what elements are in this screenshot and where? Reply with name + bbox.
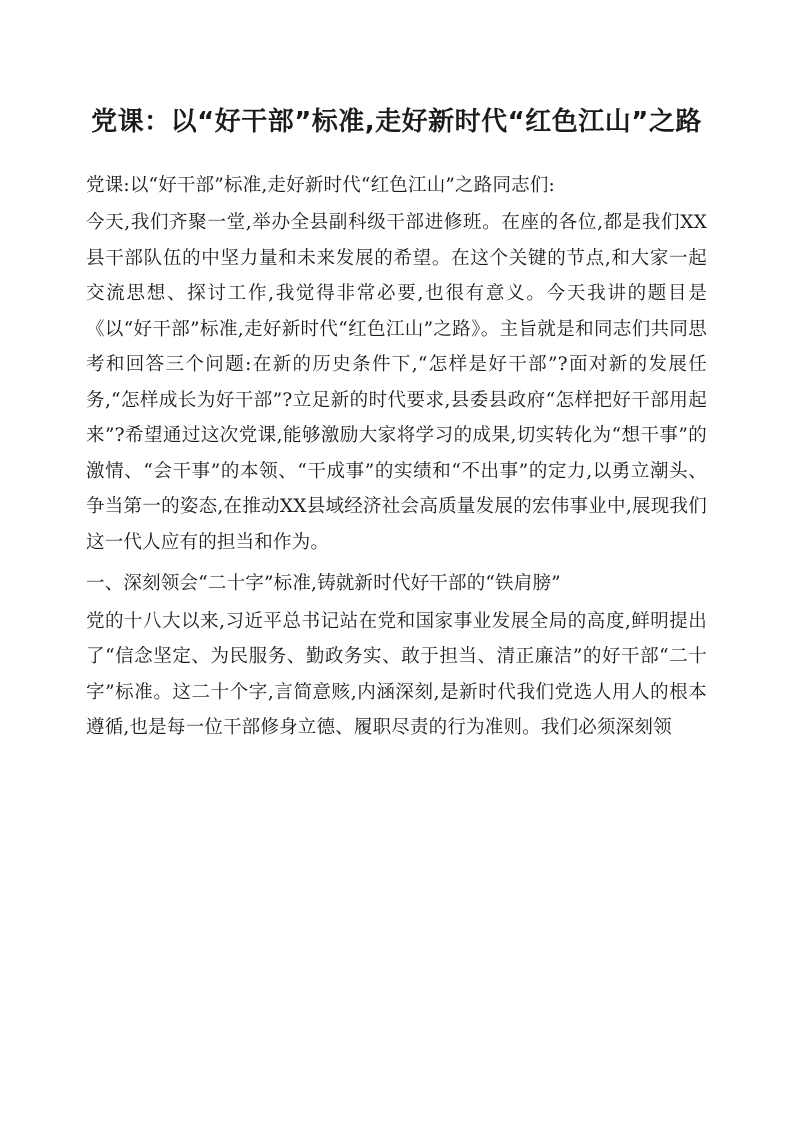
page-title: 党课：以“好干部”标准,走好新时代“红色江山”之路 — [91, 107, 702, 137]
paragraph: 党课:以“好干部”标准,走好新时代“红色江山”之路同志们: — [86, 174, 555, 196]
document-body — [86, 168, 707, 746]
section-heading: 一、深刻领会“二十字”标准,铸就新时代好干部的“铁肩膀” — [86, 573, 561, 595]
paragraph: 党的十八大以来,习近平总书记站在党和国家事业发展全局的高度,鲜明提出了“信念坚定、为民服务、勤政务实、敢于担当、清正廉洁”的好干部“二十字”标准。这二十个字,言简意赅,内涵深刻,是新时代我们党选人用人的根本遵循,也是每一位干部修身立德、履职尽责的行为准则。我们必须深刻领 — [86, 610, 707, 739]
paragraph: 今天,我们齐聚一堂,举办全县副科级干部进修班。在座的各位,都是我们XX县干部队伍的中坚力量和未来发展的希望。在这个关键的节点,和大家一起交流思想、探讨工作,我觉得非常必要,也很有意义。今天我讲的题目是《以“好干部”标准,走好新时代“红色江山”之路》。主旨就是和同志们共同思考和回答三个问题:在新的历史条件下,“怎样是好干部”?面对新的发展任务,“怎样成长为好干部”?立足新的时代要求,县委县政府“怎样把好干部用起来”?希望通过这次党课,能够激励大家将学习的成果,切实转化为“想干事”的激情、“会干事”的本领、“干成事”的实绩和“不出事”的定力,以勇立潮头、争当第一的姿态,在推动XX县域经济社会高质量发展的宏伟事业中,展现我们这一代人应有的担当和作为。 — [86, 212, 707, 553]
